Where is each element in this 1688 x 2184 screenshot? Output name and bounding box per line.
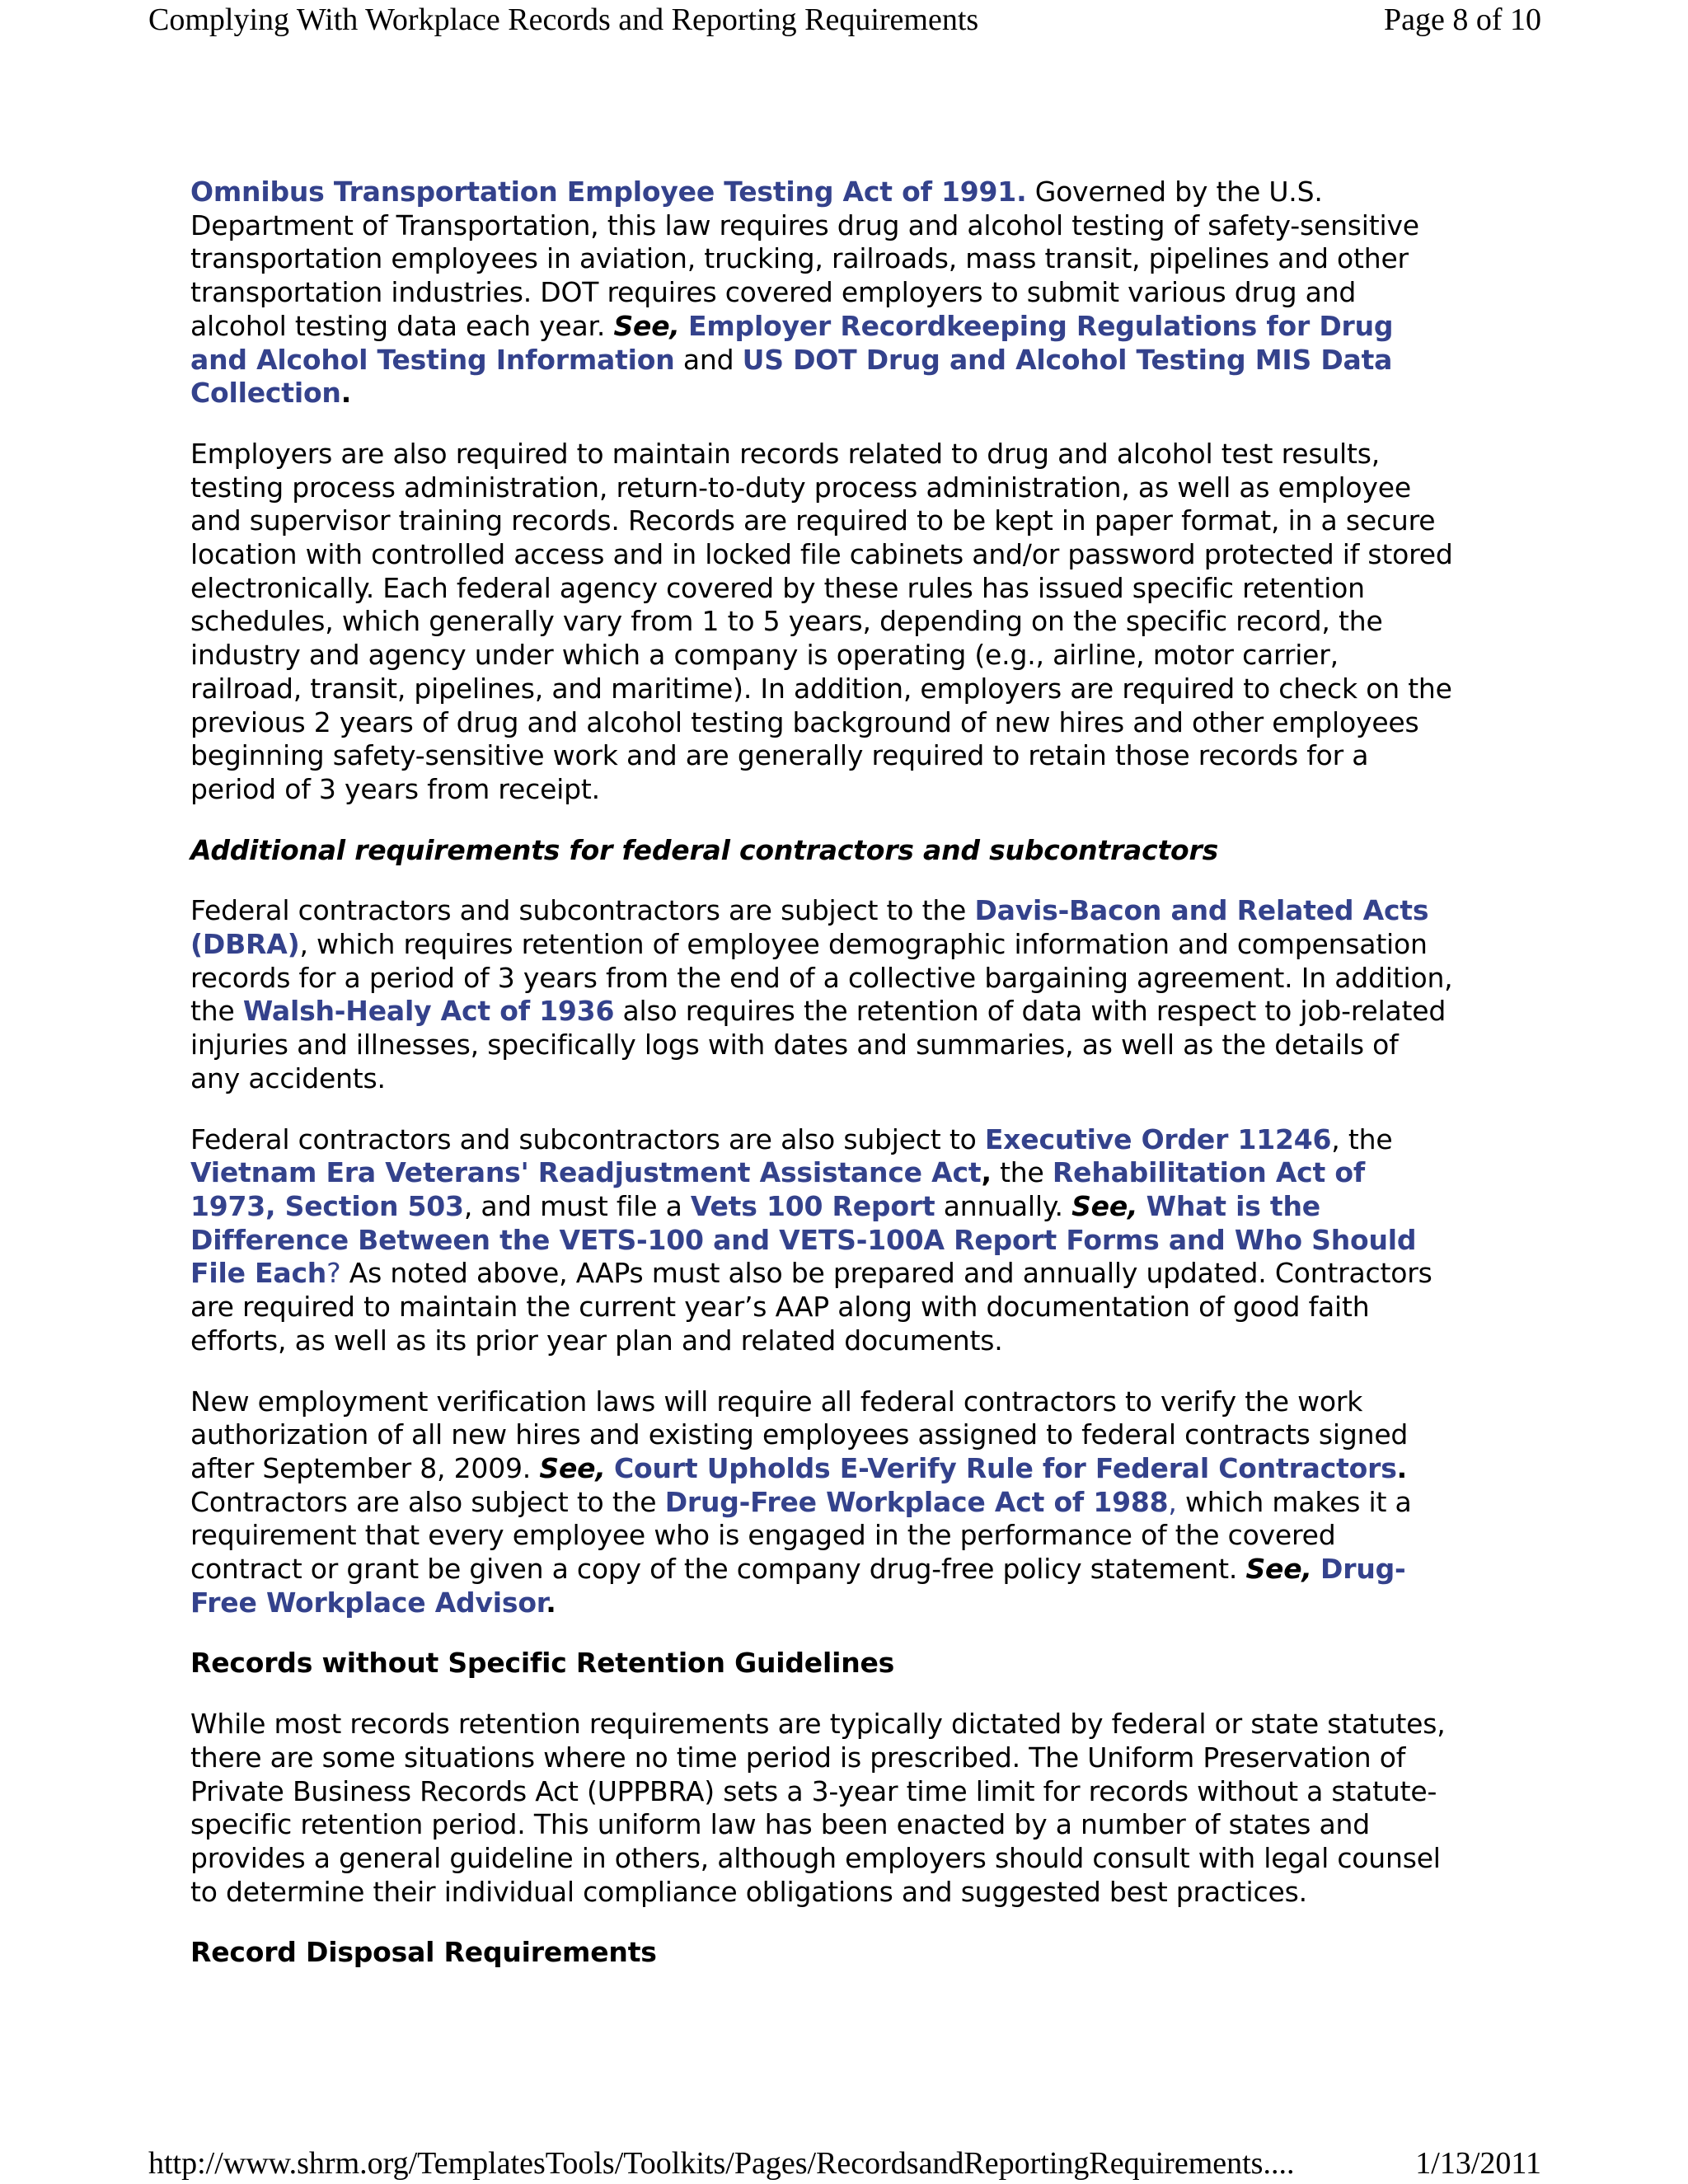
text: , which requires retention of employee demographic information and compensation records for a period of 3 years from the end of a collective bargaining agreement. In addition, the (190, 928, 1453, 1028)
see-label: See, (539, 1451, 606, 1484)
document-title: Complying With Workplace Records and Reporting Requirements (148, 2, 979, 37)
text: also requires the retention of data with respect to job-related injuries and illnesses, specifically logs with dates and summaries, as well as the details of any accidents. (190, 995, 1447, 1094)
link-omnibus-act[interactable]: Omnibus Transportation Employee Testing Act of 1991. (190, 176, 1027, 208)
link-davis-bacon[interactable]: Davis-Bacon and Related Acts (DBRA) (190, 894, 1429, 961)
link-drug-free-advisor[interactable]: Drug-Free Workplace Advisor (190, 1553, 1406, 1619)
link-walsh-healy[interactable]: Walsh-Healy Act of 1936 (242, 995, 615, 1028)
subheading-federal-contractors: Additional requirements for federal contractors and subcontractors (190, 833, 1219, 866)
link-rehabilitation-act[interactable]: Rehabilitation Act of 1973, Section 503 (190, 1156, 1366, 1222)
page-footer (148, 2144, 1541, 2182)
text: , the (1331, 1122, 1393, 1155)
link-employer-recordkeeping[interactable]: Employer Recordkeeping Regulations for Drug and Alcohol Testing Information (190, 309, 1394, 376)
heading-records-without-guidelines: Records without Specific Retention Guidelines (190, 1647, 895, 1680)
link-court-upholds-e-verify[interactable]: Court Upholds E-Verify Rule for Federal Contractors (613, 1451, 1397, 1484)
text: ? (326, 1257, 341, 1290)
paragraph-uppbra: While most records retention requirements are typically dictated by federal or state statutes, there are some situations where no time period is prescribed. The Uniform Preservation of Private Business Records Act (UPPBRA) sets a 3-year time limit for records without a statute-specific retention period. This uniform law has been enacted by a number of states and provides a general guideline in others, although employers should consult with legal counsel to determine their individual compliance obligations and suggested best practices. (190, 1708, 1446, 1908)
paragraph-dbra (190, 894, 1456, 1095)
see-label: See, (1071, 1189, 1138, 1222)
text: Federal contractors and subcontractors are also subject to (190, 1122, 985, 1155)
text: New employment verification laws will require all federal contractors to verify the work authorization of all new hires and existing employees assigned to federal contracts signed after September 8, 2009. (190, 1385, 1409, 1484)
text: annually. (935, 1189, 1072, 1222)
text: and (674, 343, 743, 376)
paragraph-executive-order (190, 1123, 1456, 1358)
paragraph-drug-records: Employers are also required to maintain records related to drug and alcohol test results, testing process administration, return-to-duty process administration, as well as employee and supervisor training records. Records are required to be kept in paper format, in a secure location with controlled access and in locked file cabinets and/or password protected if stored electronically. Each federal agency covered by these rules has issued specific retention schedules, which generally vary from 1 to 5 years, depending on the specific record, the industry and agency under which a company is operating (e.g., airline, motor carrier, railroad, transit, pipelines, and maritime). In addition, employers are required to check on the previous 2 years of drug and alcohol testing background of new hires and other employees beginning safety-sensitive work and are generally required to retain those records for a period of 3 years from receipt. (190, 437, 1453, 805)
page-number: Page 8 of 10 (1383, 2, 1541, 37)
text: Federal contractors and subcontractors are subject to the (190, 894, 975, 927)
paragraph-e-verify (190, 1385, 1456, 1620)
link-vets-difference[interactable]: What is the Difference Between the VETS-100 and VETS-100A Report Forms and Who Should File Each (190, 1189, 1417, 1290)
text: . (340, 377, 352, 410)
see-label: See, (1245, 1553, 1312, 1586)
article-body (190, 176, 1456, 1997)
text: Contractors are also subject to the (190, 1485, 665, 1518)
link-us-dot-mis[interactable]: US DOT Drug and Alcohol Testing MIS Data Collection (190, 343, 1393, 410)
source-url: http://www.shrm.org/TemplatesTools/Toolkits/Pages/RecordsandReportingRequirements.... (148, 2146, 1295, 2181)
text: which makes it a requirement that every employee who is engaged in the performance of the covered contract or grant be given a copy of the company drug-free policy statement. (190, 1485, 1412, 1586)
page-header (148, 0, 1541, 43)
link-vets-100-report[interactable]: Vets 100 Report (690, 1189, 935, 1222)
text: Governed by the U.S. Department of Transportation, this law requires drug and alcohol testing of safety-sensitive transportation employees in aviation, trucking, railroads, mass transit, pipelines and other transportation industries. DOT requires covered employers to submit various drug and alcohol testing data each year. (190, 176, 1419, 342)
text: the (991, 1156, 1053, 1189)
text: , (981, 1156, 992, 1189)
text: , and must file a (463, 1189, 691, 1222)
link-drug-free-workplace-act[interactable]: Drug-Free Workplace Act of 1988 (664, 1485, 1169, 1518)
link-vevraa[interactable]: Vietnam Era Veterans' Readjustment Assistance Act (190, 1156, 982, 1189)
paragraph-omnibus (190, 176, 1456, 410)
text: , (1168, 1485, 1177, 1518)
text: . (546, 1586, 556, 1619)
text: . (1396, 1451, 1408, 1484)
link-executive-order[interactable]: Executive Order 11246 (984, 1122, 1332, 1155)
heading-record-disposal: Record Disposal Requirements (190, 1936, 657, 1969)
text: As noted above, AAPs must also be prepared and annually updated. Contractors are required to maintain the current year’s AAP along with documentation of good faith efforts, as well as its prior year plan and related documents. (190, 1257, 1432, 1357)
see-label: See, (613, 309, 680, 342)
print-date: 1/13/2011 (1415, 2146, 1541, 2181)
